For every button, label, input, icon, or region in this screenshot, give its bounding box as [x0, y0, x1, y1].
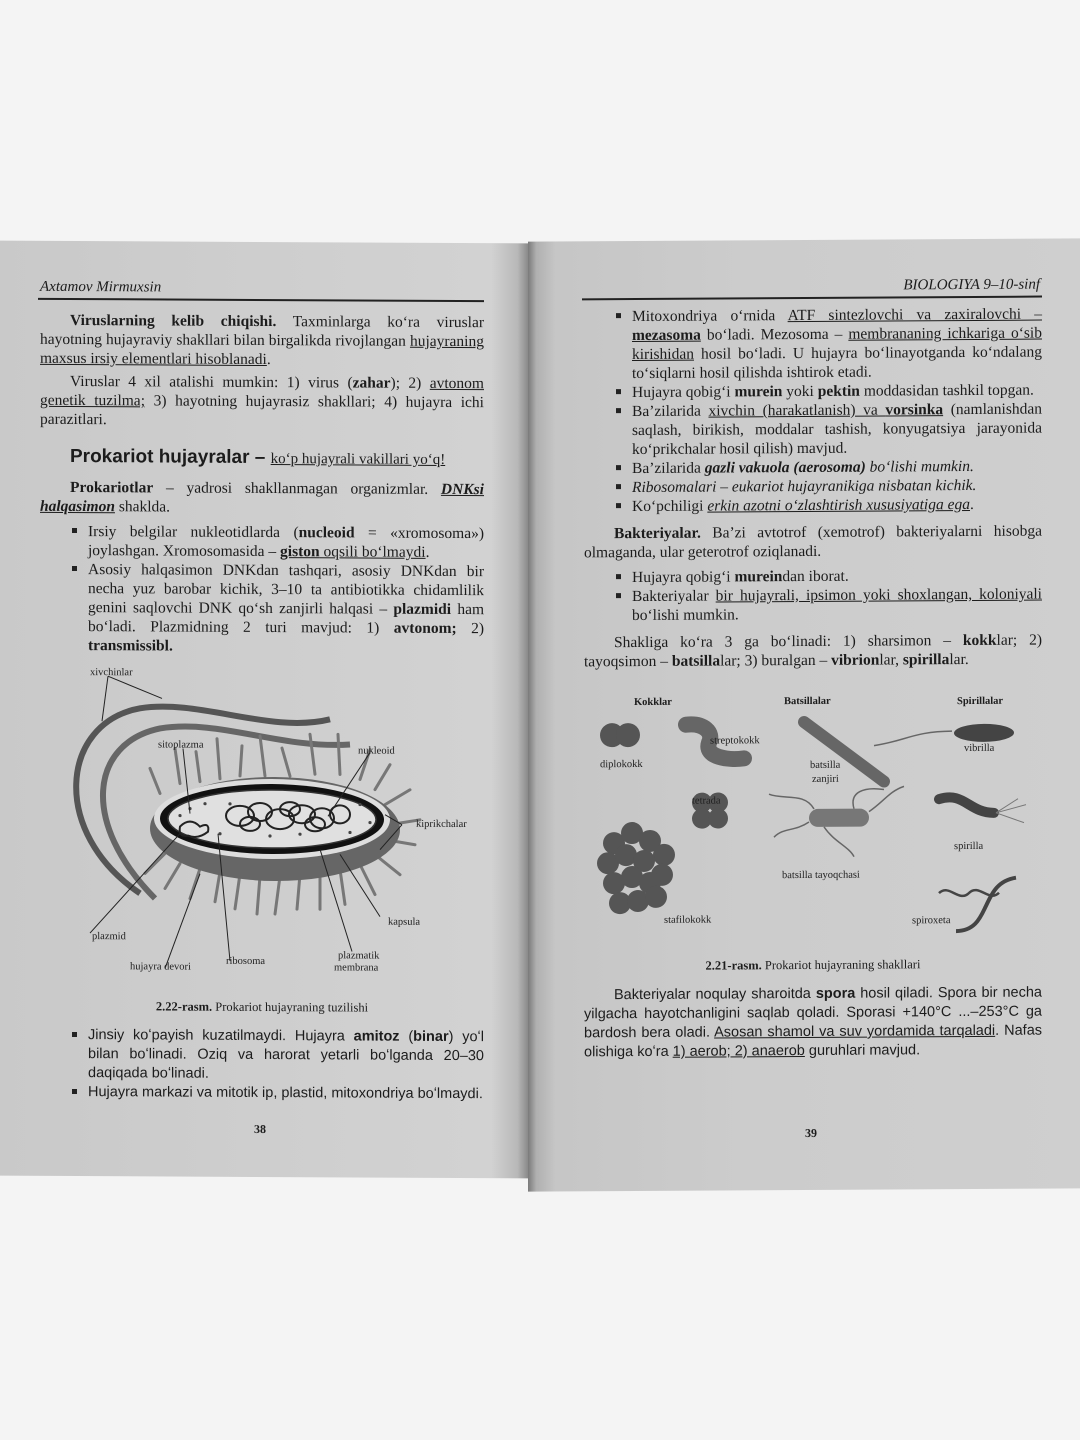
- label-diplokokk: diplokokk: [600, 758, 643, 771]
- label-spiroxeta: spiroxeta: [912, 915, 951, 927]
- list-item: Hujayra qobigʻi mureindan iborat.: [632, 566, 1042, 588]
- figure-bacteria-shapes: [584, 681, 1042, 954]
- label-xivchinlar: xivchinlar: [90, 667, 133, 679]
- paragraph-virus-types: Viruslar 4 xil atalishi mumkin: 1) virus (zahar); 2) avtonom genetik tuzilma; 3) hayotning hujayrasiz shakllari; 4) hujayra ichi parazitlari.: [40, 372, 484, 429]
- label-kapsula: kapsula: [388, 916, 421, 928]
- bullet-list-b: [40, 1026, 484, 1104]
- label-batsilla: batsilla: [810, 759, 841, 771]
- label-plazmid: plazmid: [92, 931, 126, 943]
- label-vibrilla: vibrilla: [964, 742, 995, 755]
- bullet-list-a: [584, 305, 1042, 517]
- figure-prokaryote-structure: [40, 663, 484, 995]
- label-zanjiri: zanjiri: [812, 773, 839, 785]
- label-streptokokk: streptokokk: [710, 735, 760, 747]
- list-item: Bakteriyalar bir hujayrali, ipsimon yoki shoxlangan, koloniyali boʻlishi mumkin.: [632, 585, 1042, 625]
- label-nukleoid: nukleoid: [358, 745, 395, 757]
- right-page: [528, 238, 1080, 1191]
- list-item: Asosiy halqasimon DNKdan tashqari, asosiy DNKdan bir necha yuz barobar kichik, 3–10 ta antibiotikka chidamlilik genini saqlovchi DNK qoʻsh zanjirli halqasi – plazmidi ham boʻladi. Plazmidning 2 turi mavjud: 1) avtonom; 2) transmissibl.: [88, 560, 484, 657]
- page-number-right: 39: [805, 1125, 817, 1140]
- bacteria-shapes-illustration: [584, 681, 1042, 954]
- left-page-body: [40, 311, 484, 1112]
- label-sitoplazma: sitoplazma: [158, 739, 204, 751]
- label-batsilla-tayoqchasi: batsilla tayoqchasi: [782, 869, 860, 882]
- page-number-left: 38: [254, 1121, 266, 1137]
- label-ribosoma: ribosoma: [226, 955, 266, 968]
- list-item: Koʻpchiligi erkin azotni oʻzlashtirish xususiyatiga ega.: [632, 495, 1042, 517]
- figure-caption: 2.22-rasm. Prokariot hujayraning tuzilishi: [155, 999, 369, 1015]
- section-subtitle: koʻp hujayrali vakillari yoʻq!: [270, 451, 446, 468]
- column-head-spirillalar: Spirillalar: [957, 695, 1004, 708]
- figure-caption: 2.21-rasm. Prokariot hujayraning shakllari: [705, 957, 921, 973]
- right-page-body: [584, 305, 1042, 1067]
- left-page: [0, 241, 528, 1179]
- section-title: Prokariot hujayralar – koʻp hujayrali vakillari yoʻq!: [70, 445, 446, 469]
- paragraph-shapes: Shakliga koʻra 3 ga boʻlinadi: 1) sharsimon – kokklar; 2) tayoqsimon – batsillalar; 3) buralgan – vibrionlar, spirillalar.: [584, 631, 1042, 671]
- label-spirilla: spirilla: [954, 840, 984, 853]
- bullet-list-b: [584, 566, 1042, 626]
- list-item: Hujayra qobigʻi murein yoki pektin moddasidan tashkil topgan.: [632, 381, 1042, 403]
- label-membrana: membrana: [334, 962, 379, 974]
- bullet-list-a: [40, 522, 484, 657]
- label-tetrada: tetrada: [692, 795, 721, 807]
- paragraph-prokaryotes: Prokariotlar – yadrosi shakllanmagan organizmlar. DNKsi halqasimon shaklda.: [40, 478, 484, 516]
- paragraph-spores: Bakteriyalar noqulay sharoitda spora hosil qiladi. Spora bir necha yilgacha hayotchanligini saqlab qoladi. Sporasi +140°C ...–253°C ga bardosh bera oladi. Asosan shamol va suv yordamida tarqaladi. Nafas olishiga koʻra 1) aerob; 2) anaerob guruhlari mavjud.: [584, 984, 1043, 1061]
- list-item: Baʼzilarida gazli vakuola (aerosoma) boʻlishi mumkin.: [632, 457, 1042, 479]
- label-hujayra-devori: hujayra devori: [130, 961, 191, 973]
- list-item: Baʼzilarida xivchin (harakatlanish) va vorsinka (namlanishdan saqlash, birikish, moddalar tashish, konyugatsiya jarayonida koʻprikchalar hosil qilish) mavjud.: [632, 400, 1042, 459]
- label-plazmatik: plazmatik: [338, 950, 380, 962]
- page-header-title: BIOLOGIYA 9–10-sinf: [903, 276, 1040, 294]
- paragraph-virus-origin: Viruslarning kelib chiqishi. Taxminlarga koʻra viruslar hayotning hujayraviy shakllari bilan birgalikda rivojlangan hujayraning maxsus irsiy elementlari hisoblanadi.: [40, 311, 484, 369]
- list-item: Mitoxondriya oʻrnida ATF sintezlovchi va zaxiralovchi – mezasoma boʻladi. Mezosoma – membrananing ichkariga oʻsib kirishidan hosil boʻladi. U hujayra boʻlinayotganda koʻndalang toʻsiqlarni hosil qilishda ishtirok etadi.: [632, 305, 1042, 383]
- page-header-author: Axtamov Mirmuxsin: [40, 278, 162, 296]
- label-kiprikchalar: kiprikchalar: [416, 818, 467, 831]
- label-stafilokokk: stafilokokk: [664, 914, 712, 926]
- column-head-kokklar: Kokklar: [634, 696, 672, 709]
- header-rule: [582, 296, 1042, 301]
- list-item: Jinsiy koʻpayish kuzatilmaydi. Hujayra amitoz (binar) yoʻl bilan boʻlinadi. Oziq va harorat yetarli boʻlganda 20–30 daqiqada boʻlinadi.: [88, 1026, 484, 1085]
- list-item: Hujayra markazi va mitotik ip, plastid, mitoxondriya boʻlmaydi.: [88, 1083, 484, 1104]
- list-item: Ribosomalari – eukariot hujayranikiga nisbatan kichik.: [632, 476, 1042, 498]
- column-head-batsillalar: Batsillalar: [784, 695, 831, 708]
- header-rule: [38, 298, 484, 302]
- list-item: Irsiy belgilar nukleotidlarda (nucleoid = «xromosoma») joylashgan. Xromosomasida – giston oqsili boʻlmaydi.: [88, 523, 484, 561]
- paragraph-bacteria: Bakteriyalar. Baʼzi avtotrof (xemotrof) bakteriyalarni hisobga olmaganda, ular geterotrof oziqlanadi.: [584, 522, 1042, 562]
